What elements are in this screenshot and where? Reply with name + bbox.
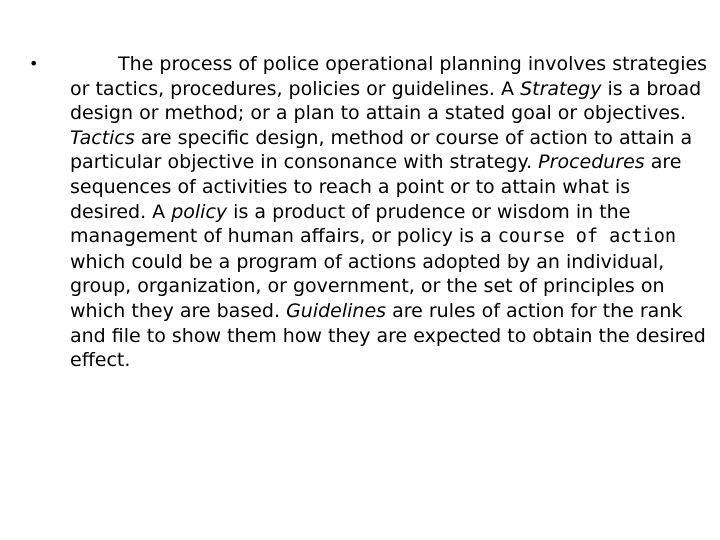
bullet-marker: • bbox=[29, 54, 39, 73]
body-paragraph bbox=[70, 52, 710, 373]
text-segment: are rules of action for the rank and file to show them how they are expected to obtain the desired effect. bbox=[70, 299, 706, 372]
term-procedures: Procedures bbox=[538, 151, 645, 174]
term-policy: policy bbox=[171, 200, 228, 223]
text-segment: are specific design, method or course of action to attain a particular objective in consonance with strategy. bbox=[70, 126, 693, 174]
text-segment: is a broad design or method; or a plan to attain a stated goal or objectives. bbox=[70, 77, 702, 125]
term-tactics: Tactics bbox=[70, 126, 135, 149]
term-guidelines: Guidelines bbox=[286, 299, 387, 322]
text-segment: is a product of prudence or wisdom in the management of human affairs, or policy is a bbox=[70, 200, 631, 248]
text-segment: are sequences of activities to reach a point or to attain what is desired. A bbox=[70, 151, 682, 223]
text-segment: which could be a program of actions adopted by an individual, group, organization, or government, or the set of principles on which they are based. bbox=[70, 250, 665, 322]
term-strategy: Strategy bbox=[520, 77, 602, 100]
term-course-of-action: course of action bbox=[497, 226, 676, 248]
text-segment: The process of police operational planning involves strategies or tactics, procedures, policies or guidelines. A bbox=[70, 53, 708, 100]
